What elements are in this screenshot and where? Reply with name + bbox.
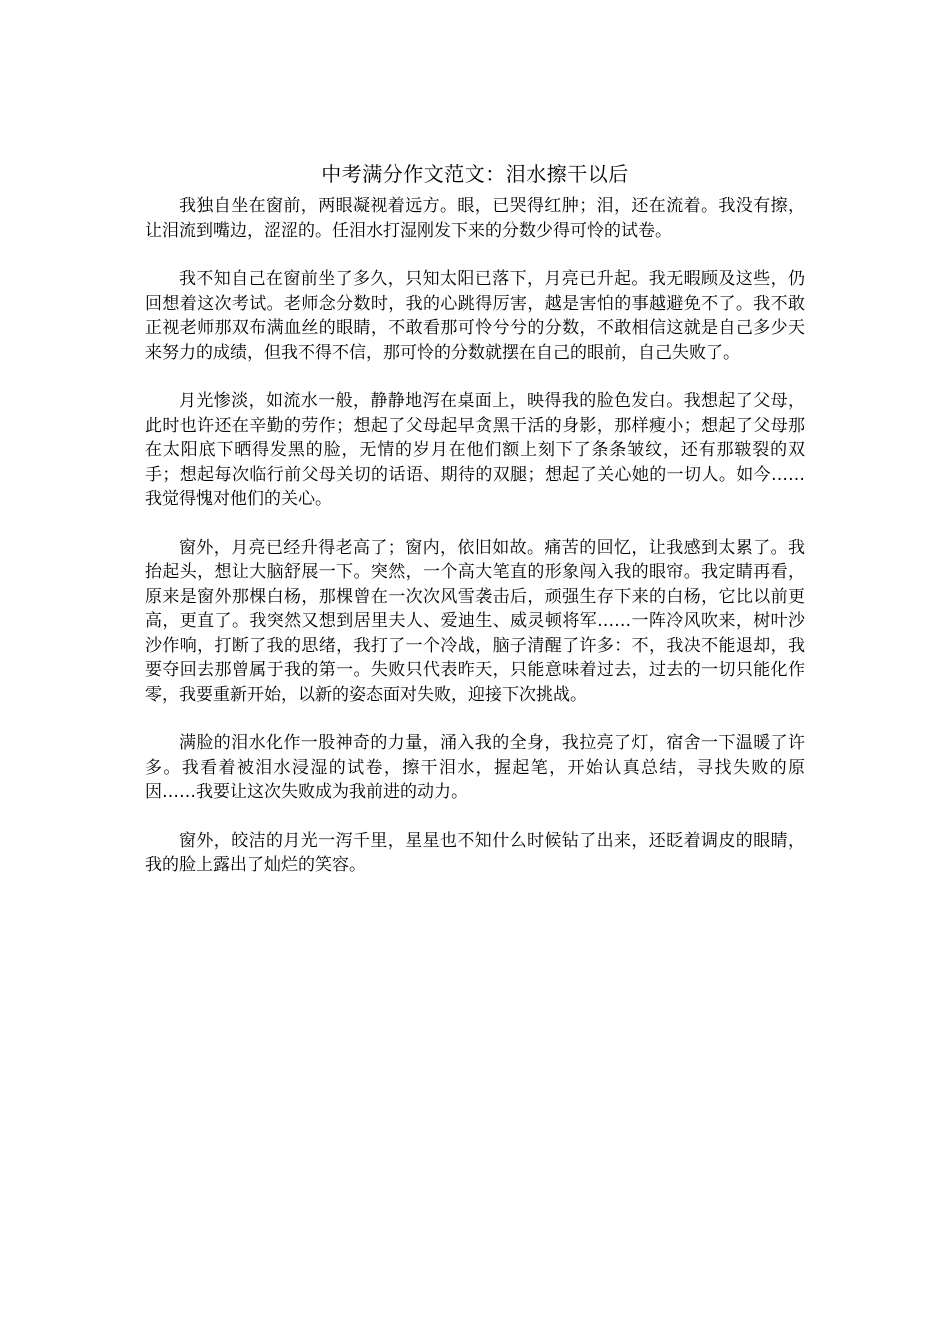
essay-paragraph-4: 窗外，月亮已经升得老高了；窗内，依旧如故。痛苦的回忆，让我感到太累了。我抬起头，想让大脑舒展一下。突然，一个高大笔直的形象闯入我的眼帘。我定睛再看，原来是窗外那棵白杨，那棵曾在一次次风雪袭击后，顽强生存下来的白杨，它比以前更高，更直了。我突然又想到居里夫人、爱迪生、威灵顿将军……一阵冷风吹来，树叶沙沙作响，打断了我的思绪，我打了一个冷战，脑子清醒了许多：不，我决不能退却，我要夺回去那曾属于我的第一。失败只代表昨天，只能意味着过去，过去的一切只能化作零，我要重新开始，以新的姿态面对失败，迎接下次挑战。	[145, 537, 805, 705]
essay-body	[145, 160, 805, 902]
essay-paragraph-6: 窗外，皎洁的月光一泻千里，星星也不知什么时候钻了出来，还眨着调皮的眼睛，我的脸上露出了灿烂的笑容。	[145, 830, 805, 875]
essay-paragraph-1: 我独自坐在窗前，两眼凝视着远方。眼，已哭得红肿；泪，还在流着。我没有擦，让泪流到嘴边，涩涩的。任泪水打湿刚发下来的分数少得可怜的试卷。	[145, 196, 805, 241]
essay-title: 中考满分作文范文：泪水擦干以后	[321, 162, 629, 186]
essay-paragraph-5: 满脸的泪水化作一股神奇的力量，涌入我的全身，我拉亮了灯，宿舍一下温暖了许多。我看着被泪水浸湿的试卷，擦干泪水，握起笔，开始认真总结，寻找失败的原因……我要让这次失败成为我前进的动力。	[145, 733, 805, 802]
essay-paragraph-2: 我不知自己在窗前坐了多久，只知太阳已落下，月亮已升起。我无暇顾及这些，仍回想着这次考试。老师念分数时，我的心跳得厉害，越是害怕的事越避免不了。我不敢正视老师那双布满血丝的眼睛，不敢看那可怜兮兮的分数，不敢相信这就是自己多少天来努力的成绩，但我不得不信，那可怜的分数就摆在自己的眼前，自己失败了。	[145, 269, 805, 363]
essay-paragraph-3: 月光惨淡，如流水一般，静静地泻在桌面上，映得我的脸色发白。我想起了父母，此时也许还在辛勤的劳作；想起了父母起早贪黑干活的身影，那样瘦小；想起了父母那在太阳底下晒得发黑的脸，无情的岁月在他们额上刻下了条条皱纹，还有那皲裂的双手；想起每次临行前父母关切的话语、期待的双腿；想起了关心她的一切人。如今……我觉得愧对他们的关心。	[145, 391, 805, 509]
